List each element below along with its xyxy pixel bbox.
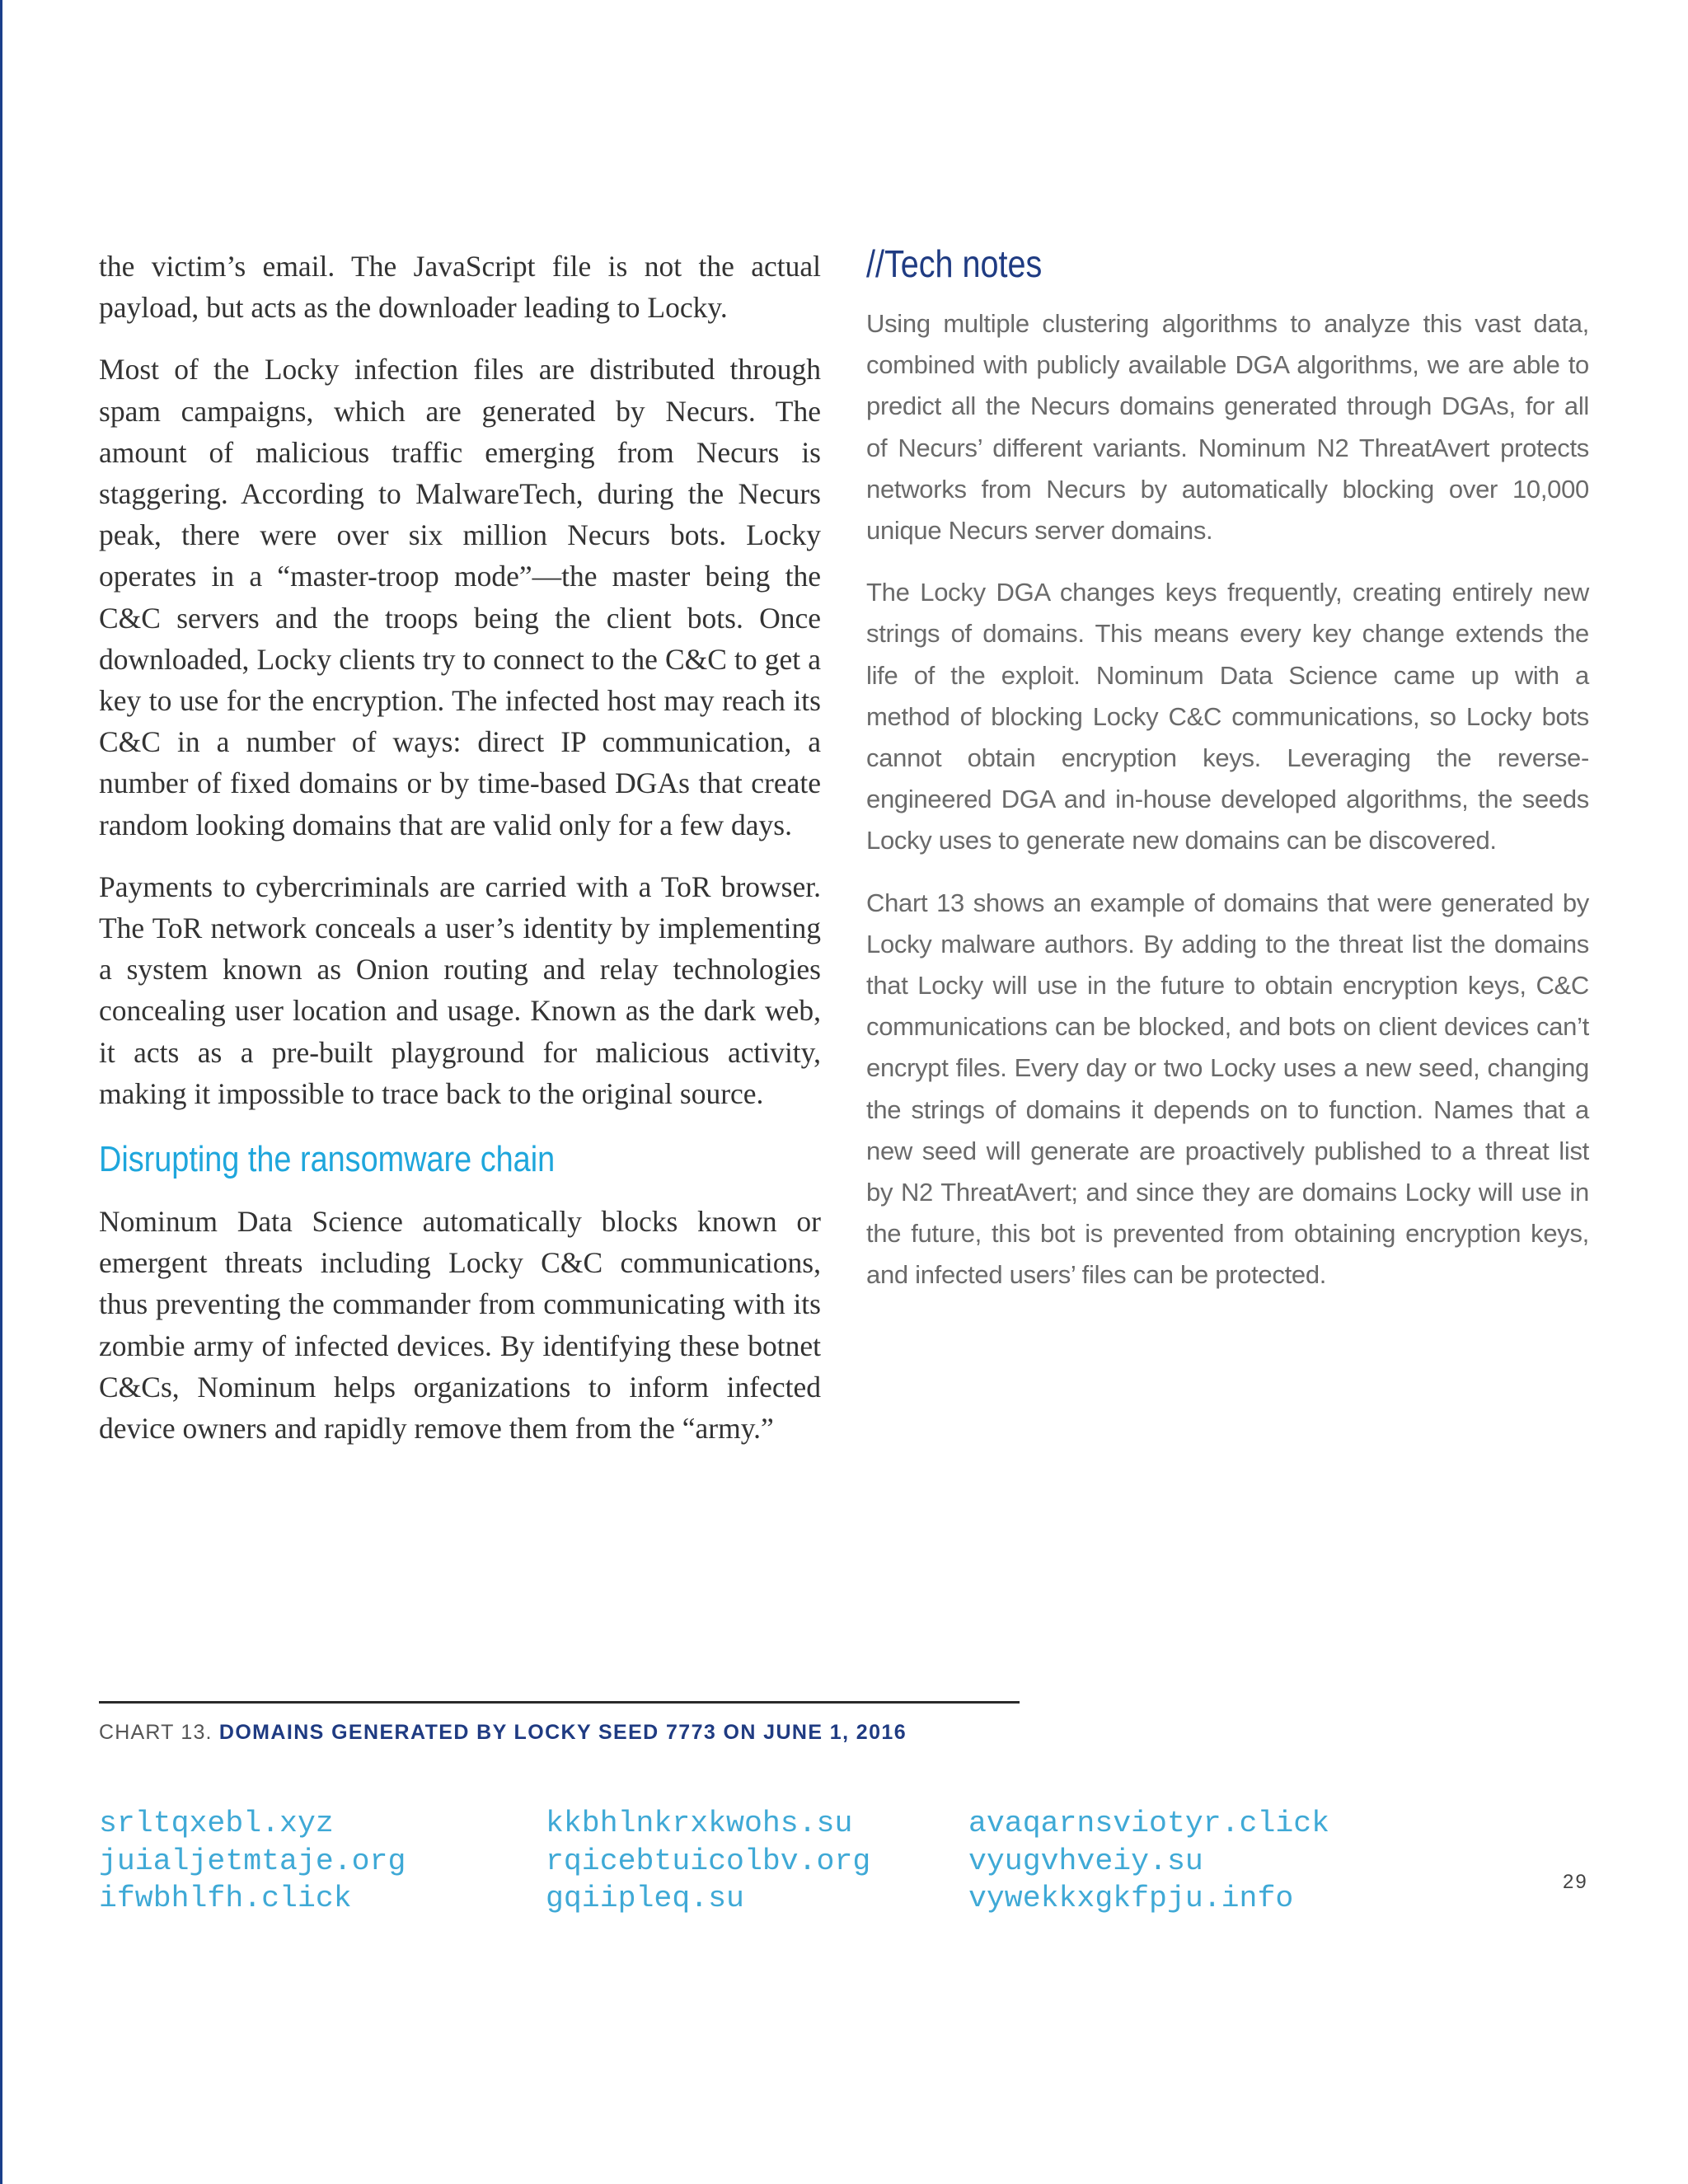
- right-column: [866, 239, 1589, 1317]
- domain-entry: rqicebtuicolbv.org: [546, 1844, 871, 1878]
- chart-title: DOMAINS GENERATED BY LOCKY SEED 7773 ON JUNE 1, 2016: [218, 1721, 907, 1744]
- section-paragraph: Nominum Data Science automatically blocks known or emergent threats including Locky C&C communications, thus preventing the commander from communicating with its zombie army of infected devices. By identifying these botnet C&Cs, Nominum helps organizations to inform infected device owners and rapidly remove them from the “army.”: [99, 1205, 821, 1446]
- domain-entry: vyugvhveiy.su: [968, 1844, 1203, 1878]
- chart-caption: [99, 1721, 907, 1745]
- domain-entry: srltqxebl.xyz: [99, 1807, 334, 1840]
- tech-notes-heading: //Tech notes: [866, 242, 1043, 285]
- left-column: [99, 246, 821, 1469]
- domain-column-2: [546, 1805, 870, 1918]
- domain-column-3: [968, 1805, 1329, 1918]
- domain-entry: ifwbhlfh.click: [99, 1882, 352, 1915]
- tech-notes-paragraph: Using multiple clustering algorithms to analyze this vast data, combined with publicly available DGA algorithms, we are able to predict all the Necurs domains generated through DGAs, for all of Necurs’ different variants. Nominum N2 ThreatAvert protects networks from Necurs by automatically blocking over 10,000 unique Necurs server domains.: [866, 309, 1589, 546]
- page-edge-line: [0, 0, 2, 2184]
- body-paragraph: Payments to cybercriminals are carried with a ToR browser. The ToR network conceals a user’s identity by implementing a system known as Onion routing and relay technologies concealing user location and usage. Known as the dark web, it acts as a pre-built playground for malicious activity, making it impossible to trace back to the original source.: [99, 869, 821, 1110]
- section-heading: Disrupting the ransomware chain: [99, 1139, 556, 1180]
- domain-entry: gqiipleq.su: [546, 1882, 744, 1915]
- tech-notes-paragraph: The Locky DGA changes keys frequently, creating entirely new strings of domains. This means every key change extends the life of the exploit. Nominum Data Science came up with a method of blocking Locky C&C communications, so Locky bots cannot obtain encryption keys. Leveraging the reverse-engineered DGA and in-house developed algorithms, the seeds Locky uses to generate new domains can be discovered.: [866, 578, 1589, 855]
- chart-label: CHART 13.: [99, 1721, 213, 1744]
- domain-entry: vywekkxgkfpju.info: [968, 1882, 1294, 1915]
- chart-divider: [99, 1701, 1020, 1704]
- domain-entry: kkbhlnkrxkwohs.su: [546, 1807, 853, 1840]
- domain-entry: juialjetmtaje.org: [99, 1844, 406, 1878]
- page-number: 29: [1563, 1871, 1588, 1893]
- domain-column-1: [99, 1805, 406, 1918]
- tech-notes-paragraph: Chart 13 shows an example of domains that were generated by Locky malware authors. By adding to the threat list the domains that Locky will use in the future to obtain encryption keys, C&C communications can be blocked, and bots on client devices can’t encrypt files. Every day or two Locky uses a new seed, changing the strings of domains it depends on to function. Names that a new seed will generate are proactively published to a threat list by N2 ThreatAvert; and since they are domains Locky will use in the future, this bot is prevented from obtaining encryption keys, and infected users’ files can be protected.: [866, 888, 1589, 1290]
- domain-entry: avaqarnsviotyr.click: [968, 1807, 1330, 1840]
- body-paragraph: the victim’s email. The JavaScript file is not the actual payload, but acts as the downloader leading to Locky.: [99, 250, 821, 325]
- body-paragraph: Most of the Locky infection files are distributed through spam campaigns, which are generated by Necurs. The amount of malicious traffic emerging from Necurs is staggering. According to MalwareTech, during the Necurs peak, there were over six million Necurs bots. Locky operates in a “master-troop mode”—the master being the C&C servers and the troops being the client bots. Once downloaded, Locky clients try to connect to the C&C to get a key to use for the encryption. The infected host may reach its C&C in a number of ways: direct IP communication, a number of fixed domains or by time-based DGAs that create random looking domains that are valid only for a few days.: [99, 353, 821, 841]
